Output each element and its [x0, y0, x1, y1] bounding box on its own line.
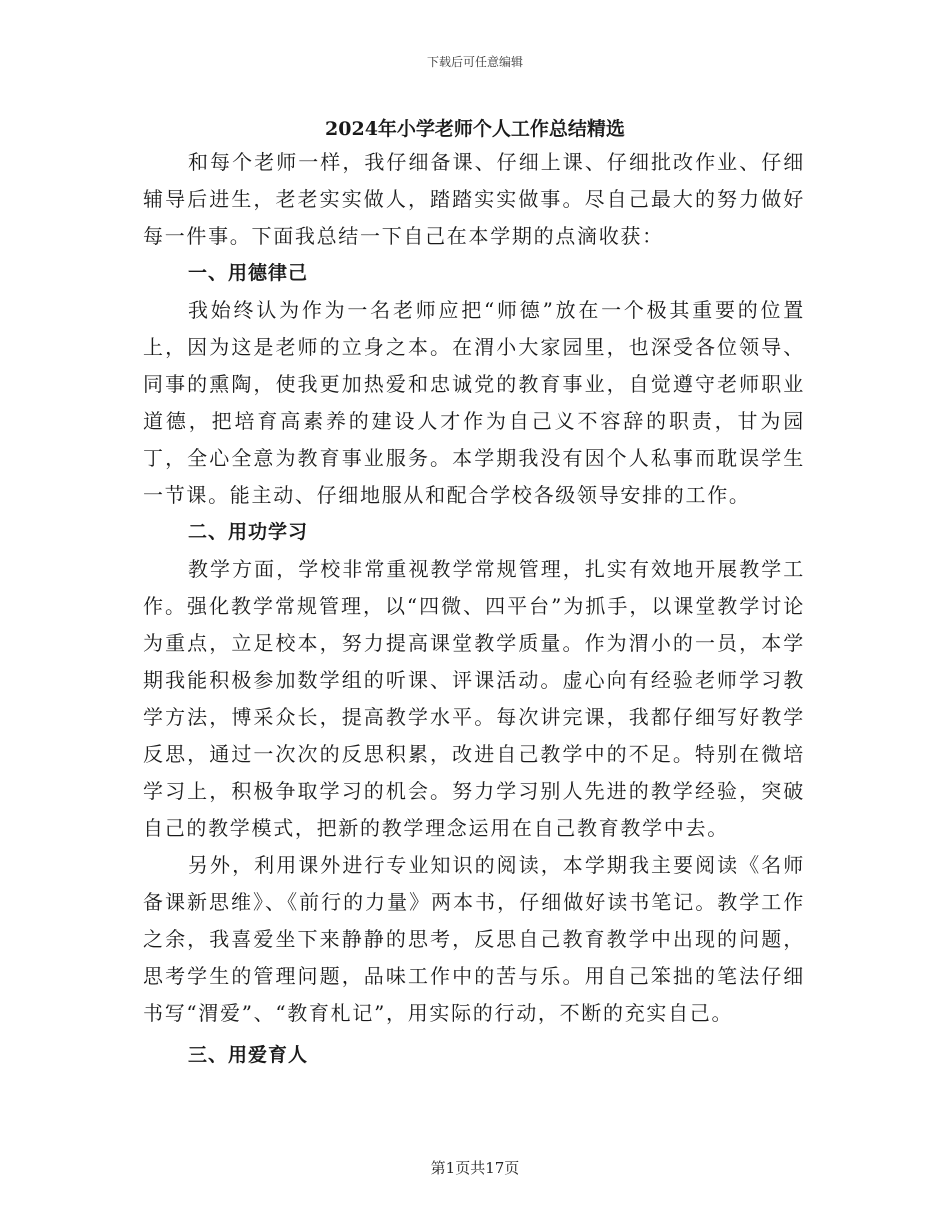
page-number-footer: 第1页共17页 — [430, 1159, 520, 1177]
section-heading-2: 二、用功学习 — [188, 521, 309, 543]
section-2-paragraph-2: 另外，利用课外进行专业知识的阅读，本学期我主要阅读《名师备课新思维》、《前行的力量》两本书，仔细做好读书笔记。教学工作之余，我喜爱坐下来静静的思考，反思自己教育教学中出现的问题，思考学生的管理问题，品味工作中的苦与乐。用自己笨拙的笔法仔细书写“渭爱”、“教育札记”，用实际的行动，不断的充实自己。 — [143, 853, 805, 1025]
document-body — [143, 144, 805, 1074]
section-heading-1: 一、用德律己 — [188, 262, 309, 284]
document-title: 2024年小学老师个人工作总结精选 — [325, 118, 625, 140]
section-2-paragraph-1: 教学方面，学校非常重视教学常规管理，扎实有效地开展教学工作。强化教学常规管理，以“四微、四平台”为抓手，以课堂教学讨论为重点，立足校本，努力提高课堂教学质量。作为渭小的一员，本学期我能积极参加数学组的听课、评课活动。虚心向有经验老师学习教学方法，博采众长，提高教学水平。每次讲完课，我都仔细写好教学反思，通过一次次的反思积累，改进自己教学中的不足。特别在微培学习上，积极争取学习的机会。努力学习别人先进的教学经验，突破自己的教学模式，把新的教学理念运用在自己教育教学中去。 — [143, 557, 805, 840]
section-1-paragraph: 我始终认为作为一名老师应把“师德”放在一个极其重要的位置上，因为这是老师的立身之本。在渭小大家园里，也深受各位领导、同事的熏陶，使我更加热爱和忠诚党的教育事业，自觉遵守老师职业道德，把培育高素养的建设人才作为自己义不容辞的职责，甘为园丁，全心全意为教育事业服务。本学期我没有因个人私事而耽误学生一节课。能主动、仔细地服从和配合学校各级领导安排的工作。 — [143, 298, 805, 507]
section-heading-3: 三、用爱育人 — [188, 1044, 309, 1066]
intro-paragraph: 和每个老师一样，我仔细备课、仔细上课、仔细批改作业、仔细辅导后进生，老老实实做人，踏踏实实做事。尽自己最大的努力做好每一件事。下面我总结一下自己在本学期的点滴收获： — [143, 150, 805, 248]
header-note: 下载后可任意编辑 — [426, 55, 523, 69]
